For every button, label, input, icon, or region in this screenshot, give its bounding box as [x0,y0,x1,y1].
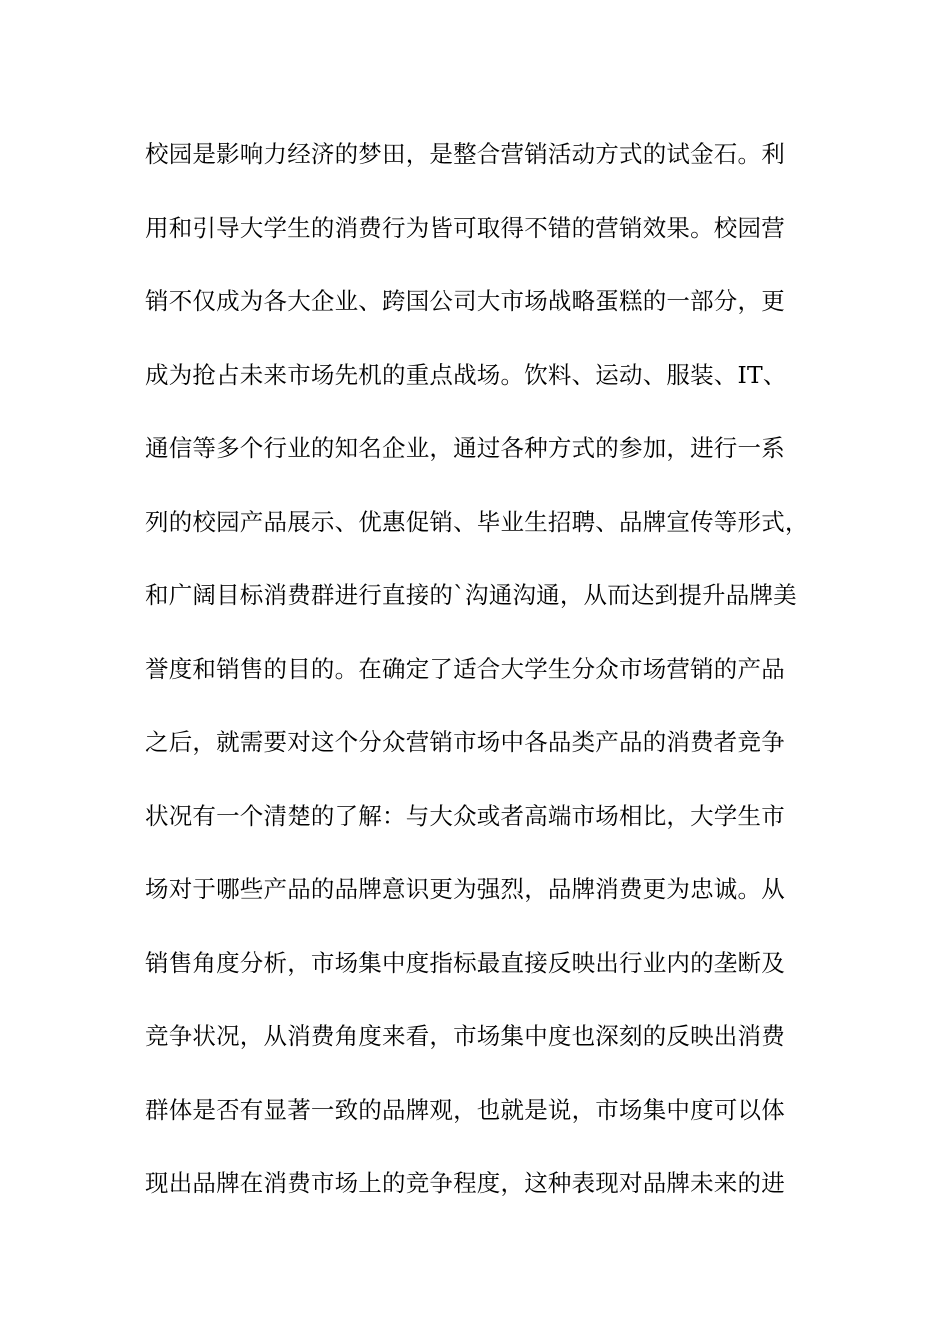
text-line: 现出品牌在消费市场上的竞争程度，这种表现对品牌未来的进 [145,1169,785,1197]
text-line: 之后，就需要对这个分众营销市场中各品类产品的消费者竞争 [145,728,785,756]
text-line: 成为抢占未来市场先机的重点战场。饮料、运动、服装、IT、 [145,360,787,389]
text-line: 竞争状况，从消费角度来看，市场集中度也深刻的反映出消费 [145,1022,785,1050]
text-line: 群体是否有显著一致的品牌观，也就是说，市场集中度可以体 [145,1095,785,1124]
text-line: 用和引导大学生的消费行为皆可取得不错的营销效果。校园营 [145,213,785,242]
text-line: 销售角度分析，市场集中度指标最直接反映出行业内的垄断及 [145,948,785,977]
text-line: 状况有一个清楚的了解：与大众或者高端市场相比，大学生市 [145,801,785,830]
text-line: 场对于哪些产品的品牌意识更为强烈，品牌消费更为忠诚。从 [145,875,785,903]
text-line: 誉度和销售的目的。在确定了适合大学生分众市场营销的产品 [145,654,785,683]
text-line: 销不仅成为各大企业、跨国公司大市场战略蛋糕的一部分，更 [145,287,785,315]
text-line: 校园是影响力经济的梦田，是整合营销活动方式的试金石。利 [145,140,785,168]
body-text [145,132,845,1235]
text-line: 通信等多个行业的知名企业，通过各种方式的参加，进行一系 [145,434,785,462]
text-line: 列的校园产品展示、优惠促销、毕业生招聘、品牌宣传等形式， [145,507,809,536]
text-line: 和广阔目标消费群进行直接的`沟通沟通，从而达到提升品牌美 [145,581,797,609]
